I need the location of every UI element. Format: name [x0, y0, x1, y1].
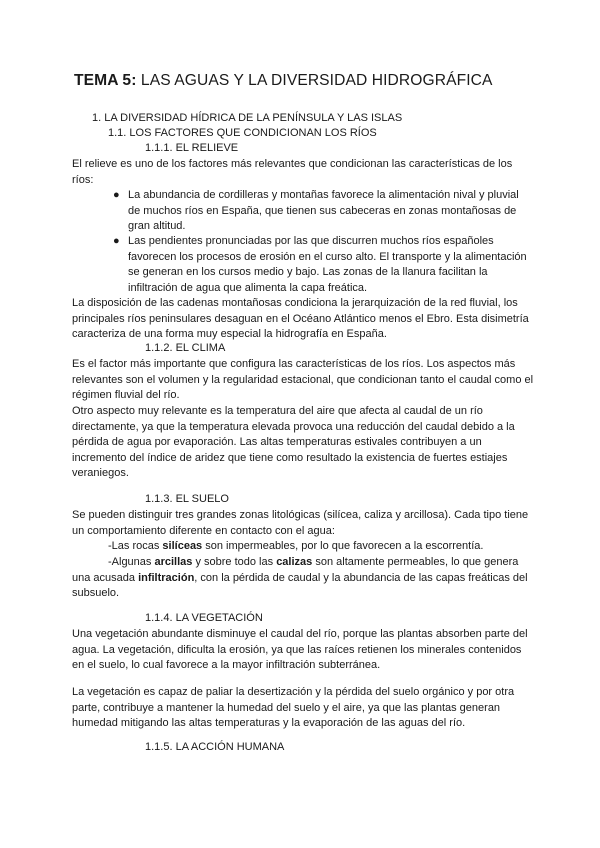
- section-heading-1: 1. LA DIVERSIDAD HÍDRICA DE LA PENÍNSULA Y LAS ISLAS: [92, 112, 403, 124]
- relieve-closing: La disposición de las cadenas montañosas condiciona la jerarquización de la red fluvial, los principales ríos peninsulares desaguan en el Océano Atlántico menos el Ebro. Esta disimetría caracteriza de una forma muy especial la hidrografía en España.: [72, 297, 529, 340]
- clima-paragraph-2: Otro aspecto muy relevante es la temperatura del aire que afecta al caudal de un río directamente, ya que la temperatura elevada provoca una reducción del caudal debido a la pérdida de agua por evaporación. Las altas temperaturas estivales contribuyen a un incremento del índice de aridez que tiene como resultado la existencia de fuertes estiajes veraniegos.: [72, 405, 515, 479]
- heading-vegetacion: 1.1.4. LA VEGETACIÓN: [145, 612, 263, 624]
- bullet-icon: ●: [113, 235, 120, 247]
- vegetacion-paragraph-1: Una vegetación abundante disminuye el caudal del río, porque las plantas absorben parte del agua. La vegetación, dificulta la erosión, ya que las raíces retienen los minerales contenidos en el suelo, lo cual favorece a la mayor infiltración subterránea.: [72, 628, 528, 671]
- heading-suelo: 1.1.3. EL SUELO: [145, 493, 229, 505]
- document-title: [74, 72, 493, 90]
- heading-clima: 1.1.2. EL CLIMA: [145, 342, 226, 354]
- heading-accion-humana: 1.1.5. LA ACCIÓN HUMANA: [145, 741, 285, 753]
- vegetacion-paragraph-2: La vegetación es capaz de paliar la desertización y la pérdida del suelo orgánico y por otra parte, contribuye a mantener la humedad del suelo y el aire, ya que las plantas generan humedad mitigando las altas temperaturas y la evaporación de las aguas del río.: [72, 686, 515, 729]
- text-fragment: son altamente permeables, lo que genera una acusada: [72, 556, 519, 584]
- term-infiltracion: infiltración: [138, 571, 195, 584]
- suelo-intro: Se pueden distinguir tres grandes zonas litológicas (silícea, caliza y arcillosa). Cada tipo tiene un comportamiento diferente en contacto con el agua:: [72, 509, 529, 537]
- text-fragment: y sobre todo las: [192, 556, 277, 568]
- relieve-bullet-2: [113, 234, 530, 296]
- term-calizas: calizas: [276, 556, 313, 568]
- relieve-intro: El relieve es uno de los factores más relevantes que condicionan las características de los ríos:: [72, 158, 513, 186]
- suelo-item-arcillas-calizas: [72, 555, 532, 602]
- term-arcillas: arcillas: [154, 556, 193, 568]
- section-heading-1-1: 1.1. LOS FACTORES QUE CONDICIONAN LOS RÍOS: [108, 127, 377, 139]
- text-fragment: , con la pérdida de caudal y la abundancia de las capas freáticas del subsuelo.: [72, 571, 528, 599]
- title-strong: TEMA 5:: [74, 72, 137, 89]
- suelo-item-siliceas: [108, 539, 483, 555]
- relieve-bullet-1: [113, 188, 530, 235]
- text-fragment: -Algunas: [108, 556, 155, 568]
- title-rest: LAS AGUAS Y LA DIVERSIDAD HIDROGRÁFICA: [136, 72, 493, 89]
- text-fragment: son impermeables, por lo que favorecen a la escorrentía.: [202, 540, 484, 552]
- bullet-text: La abundancia de cordilleras y montañas favorece la alimentación nival y pluvial de muchos ríos en España, que tienen sus cabeceras en zonas montañosas de gran altitud.: [128, 189, 519, 232]
- bullet-text: Las pendientes pronunciadas por las que discurren muchos ríos españoles favorecen los procesos de erosión en el curso alto. El transporte y la alimentación se generan en los cursos medio y bajo. Las zonas de la llanura facilitan la infiltración de agua que alimenta la capa freática.: [128, 235, 527, 294]
- clima-paragraph-1: Es el factor más importante que configura las características de los ríos. Los aspectos más relevantes son el volumen y la regularidad estacional, que condicionan tanto el caudal como el régimen fluvial del río.: [72, 358, 534, 401]
- text-fragment: -Las rocas: [108, 540, 163, 552]
- bullet-icon: ●: [113, 189, 120, 201]
- heading-relieve: 1.1.1. EL RELIEVE: [145, 142, 239, 154]
- term-siliceas: silíceas: [162, 540, 203, 552]
